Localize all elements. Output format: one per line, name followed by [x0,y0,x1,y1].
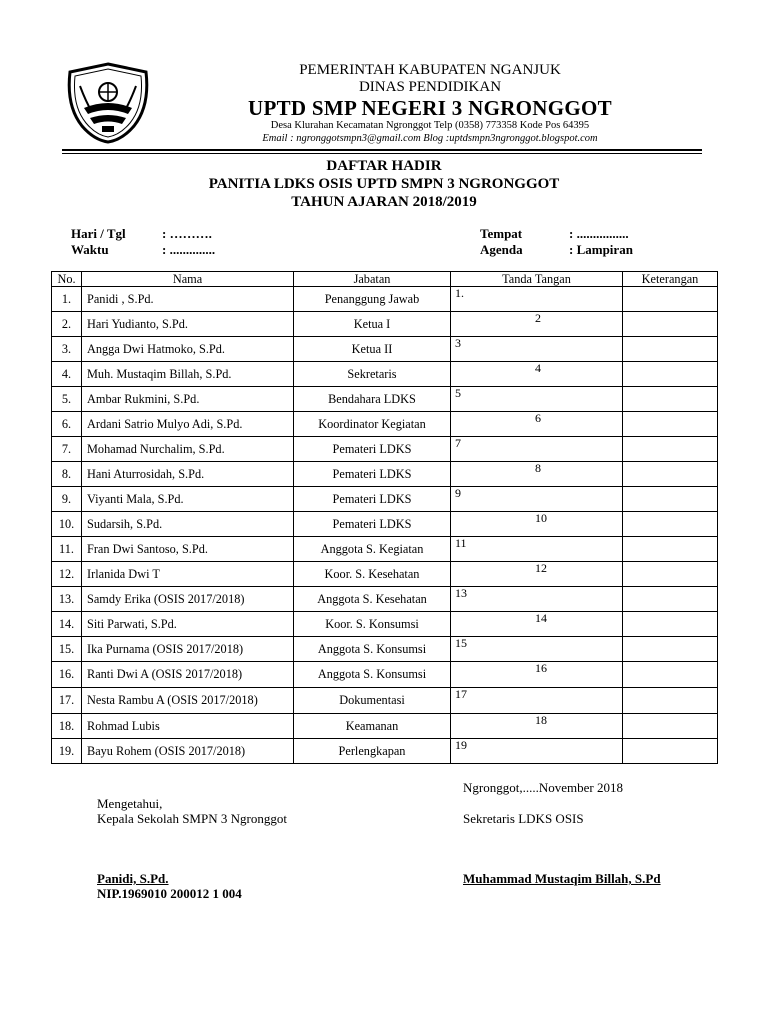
row-name: Hari Yudianto, S.Pd. [82,312,294,337]
row-number: 11. [52,537,82,562]
row-signature-cell [451,637,623,662]
row-signature-cell [451,312,623,337]
principal-nip: NIP.1969010 200012 1 004 [97,886,242,901]
agenda-value: : Lampiran [569,242,633,257]
row-number: 8. [52,462,82,487]
row-signature-cell [451,387,623,412]
row-signature-cell [451,537,623,562]
signature-number: 12 [535,561,547,575]
row-number: 10. [52,512,82,537]
letterhead-department: DINAS PENDIDIKAN [358,79,502,95]
secretary-title: Sekretaris LDKS OSIS [463,811,584,826]
letterhead-contact: Email : ngronggotsmpn3@gmail.com Blog :uptdsmpn3ngronggot.blogspot.com [262,133,598,144]
header-notes: Keterangan [623,272,718,287]
row-number: 12. [52,562,82,587]
row-name: Ranti Dwi A (OSIS 2017/2018) [82,662,294,688]
row-number: 17. [52,688,82,714]
row-name: Muh. Mustaqim Billah, S.Pd. [82,362,294,387]
signature-number: 9 [455,486,461,500]
row-notes [623,437,718,462]
header-name: Nama [82,272,294,287]
row-signature-cell [451,739,623,764]
row-number: 7. [52,437,82,462]
row-number: 18. [52,714,82,739]
signature-number: 17 [455,687,467,701]
table-row [52,462,718,487]
row-name: Irlanida Dwi T [82,562,294,587]
row-number: 15. [52,637,82,662]
row-number: 19. [52,739,82,764]
row-notes [623,537,718,562]
row-role: Pemateri LDKS [294,437,451,462]
header-signature: Tanda Tangan [451,272,623,287]
signature-number: 11 [455,536,467,550]
row-notes [623,462,718,487]
row-number: 14. [52,612,82,637]
row-number: 4. [52,362,82,387]
secretary-name: Muhammad Mustaqim Billah, S.Pd [463,871,661,886]
row-notes [623,688,718,714]
signature-number: 3 [455,336,461,350]
table-row [52,637,718,662]
row-number: 6. [52,412,82,437]
row-signature-cell [451,512,623,537]
signature-number: 5 [455,386,461,400]
row-signature-cell [451,562,623,587]
row-role: Koor. S. Kesehatan [294,562,451,587]
day-label: Hari / Tgl [71,226,126,241]
row-name: Fran Dwi Santoso, S.Pd. [82,537,294,562]
row-notes [623,562,718,587]
row-notes [623,362,718,387]
table-row [52,487,718,512]
row-signature-cell [451,688,623,714]
row-notes [623,714,718,739]
letterhead-school: UPTD SMP NEGERI 3 NGRONGGOT [248,96,612,120]
row-notes [623,662,718,688]
row-name: Viyanti Mala, S.Pd. [82,487,294,512]
table-row [52,587,718,612]
row-role: Bendahara LDKS [294,387,451,412]
row-role: Koor. S. Konsumsi [294,612,451,637]
letterhead-government: PEMERINTAH KABUPATEN NGANJUK [299,62,561,78]
row-number: 13. [52,587,82,612]
place-value: : ................ [569,226,629,241]
row-signature-cell [451,612,623,637]
row-name: Angga Dwi Hatmoko, S.Pd. [82,337,294,362]
row-signature-cell [451,487,623,512]
letterhead-address: Desa Klurahan Kecamatan Ngronggot Telp (0358) 773358 Kode Pos 64395 [270,120,590,131]
row-name: Ardani Satrio Mulyo Adi, S.Pd. [82,412,294,437]
row-role: Anggota S. Kesehatan [294,587,451,612]
time-label: Waktu [71,242,109,257]
table-row [52,714,718,739]
signature-number: 18 [535,713,547,727]
signature-number: 8 [535,461,541,475]
row-number: 3. [52,337,82,362]
row-role: Koordinator Kegiatan [294,412,451,437]
row-notes [623,487,718,512]
row-role: Keamanan [294,714,451,739]
table-header-row [52,272,718,287]
table-row [52,688,718,714]
row-signature-cell [451,287,623,312]
row-notes [623,387,718,412]
table-row [52,412,718,437]
row-signature-cell [451,587,623,612]
row-name: Bayu Rohem (OSIS 2017/2018) [82,739,294,764]
signature-number: 4 [535,361,541,375]
table-row [52,362,718,387]
signature-number: 16 [535,661,547,675]
signature-number: 14 [535,611,547,625]
table-row [52,612,718,637]
attendance-table [51,271,718,764]
day-value: : ………. [162,226,212,241]
row-role: Sekretaris [294,362,451,387]
doc-year: TAHUN AJARAN 2018/2019 [291,194,477,210]
row-notes [623,612,718,637]
table-row [52,662,718,688]
row-name: Rohmad Lubis [82,714,294,739]
regency-crest-icon [64,62,152,144]
principal-title: Kepala Sekolah SMPN 3 Ngronggot [97,811,287,826]
row-name: Panidi , S.Pd. [82,287,294,312]
doc-subtitle: PANITIA LDKS OSIS UPTD SMPN 3 NGRONGGOT [208,176,560,192]
table-row [52,512,718,537]
signature-number: 19 [455,738,467,752]
row-name: Nesta Rambu A (OSIS 2017/2018) [82,688,294,714]
row-signature-cell [451,412,623,437]
time-value: : .............. [162,242,216,257]
signature-number: 15 [455,636,467,650]
row-name: Sudarsih, S.Pd. [82,512,294,537]
row-name: Ambar Rukmini, S.Pd. [82,387,294,412]
table-row [52,287,718,312]
signature-number: 10 [535,511,547,525]
signature-number: 6 [535,411,541,425]
row-name: Samdy Erika (OSIS 2017/2018) [82,587,294,612]
table-row [52,312,718,337]
doc-title: DAFTAR HADIR [326,158,442,174]
row-number: 9. [52,487,82,512]
table-row [52,739,718,764]
header-no: No. [52,272,82,287]
row-name: Siti Parwati, S.Pd. [82,612,294,637]
row-signature-cell [451,362,623,387]
row-role: Dokumentasi [294,688,451,714]
row-signature-cell [451,337,623,362]
row-signature-cell [451,714,623,739]
row-signature-cell [451,662,623,688]
row-number: 5. [52,387,82,412]
row-signature-cell [451,462,623,487]
header-role: Jabatan [294,272,451,287]
table-row [52,387,718,412]
row-notes [623,512,718,537]
table-row [52,437,718,462]
row-role: Pemateri LDKS [294,512,451,537]
row-notes [623,312,718,337]
row-name: Hani Aturrosidah, S.Pd. [82,462,294,487]
row-role: Pemateri LDKS [294,462,451,487]
signature-number: 13 [455,586,467,600]
acknowledge-label: Mengetahui, [97,796,163,811]
place-label: Tempat [480,226,523,241]
row-notes [623,637,718,662]
row-number: 1. [52,287,82,312]
signature-number: 2 [535,311,541,325]
row-role: Anggota S. Konsumsi [294,637,451,662]
table-row [52,537,718,562]
table-row [52,562,718,587]
row-role: Penanggung Jawab [294,287,451,312]
letterhead-rule-thin [62,153,702,154]
row-notes [623,739,718,764]
row-role: Pemateri LDKS [294,487,451,512]
row-notes [623,587,718,612]
principal-name: Panidi, S.Pd. [97,871,169,886]
agenda-label: Agenda [480,242,523,257]
row-number: 2. [52,312,82,337]
row-role: Ketua I [294,312,451,337]
table-row [52,337,718,362]
row-role: Ketua II [294,337,451,362]
signature-number: 7 [455,436,461,450]
row-number: 16. [52,662,82,688]
row-notes [623,412,718,437]
place-date: Ngronggot,.....November 2018 [463,780,623,795]
row-notes [623,287,718,312]
row-role: Anggota S. Konsumsi [294,662,451,688]
row-role: Perlengkapan [294,739,451,764]
row-name: Ika Purnama (OSIS 2017/2018) [82,637,294,662]
signature-number: 1. [455,286,464,300]
letterhead-rule-thick [62,149,702,151]
row-role: Anggota S. Kegiatan [294,537,451,562]
row-signature-cell [451,437,623,462]
row-name: Mohamad Nurchalim, S.Pd. [82,437,294,462]
row-notes [623,337,718,362]
